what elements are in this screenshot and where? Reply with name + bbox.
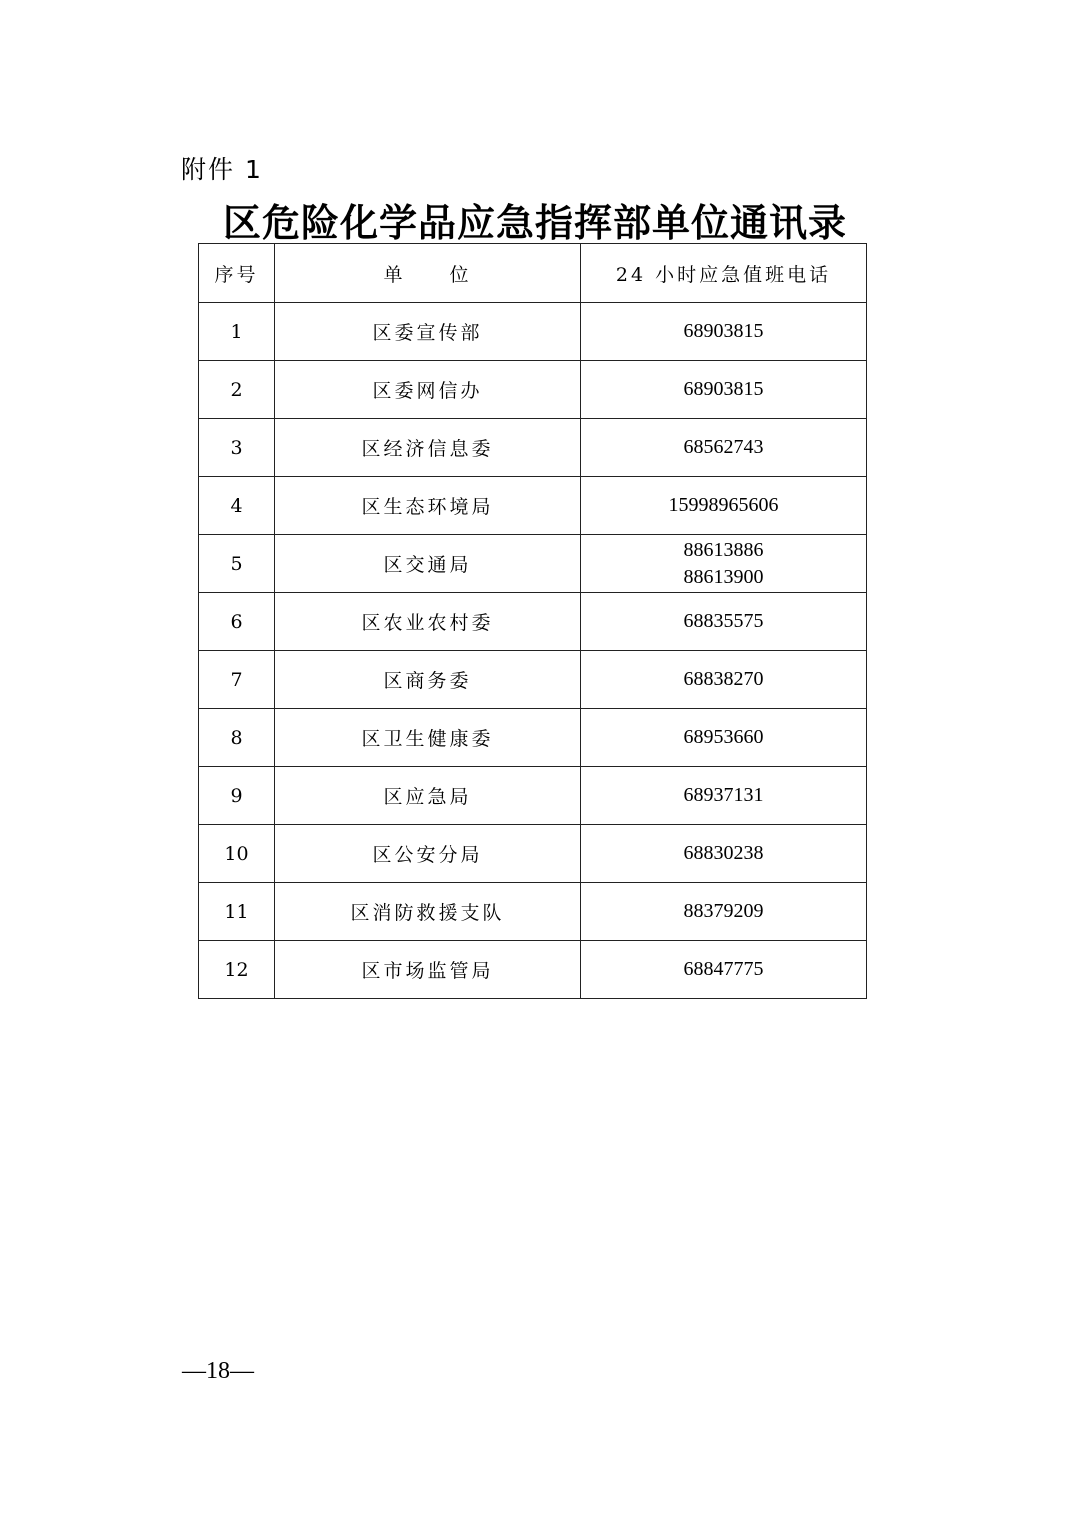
page-title: 区危险化学品应急指挥部单位通讯录 [222,201,847,245]
phone-number: 68835575 [683,610,764,632]
unit-name: 区公安分局 [275,825,581,883]
phone-cell [581,825,867,883]
row-number: 10 [199,825,275,883]
table-row [199,941,867,999]
phone-number: 68937131 [683,784,764,806]
header-number: 序号 [199,244,275,303]
table-row [199,651,867,709]
phone-number: 68830238 [683,842,764,864]
row-number: 1 [199,303,275,361]
unit-name: 区卫生健康委 [275,709,581,767]
unit-name: 区生态环境局 [275,477,581,535]
unit-name: 区经济信息委 [275,419,581,477]
phone-cell [581,419,867,477]
phone-number: 68903815 [683,320,764,342]
phone-cell [581,303,867,361]
unit-name: 区市场监管局 [275,941,581,999]
phone-cell [581,535,867,593]
phone-number: 68847775 [683,958,764,980]
phone-number: 88379209 [683,900,764,922]
row-number: 9 [199,767,275,825]
table-header-row [199,244,867,303]
row-number: 12 [199,941,275,999]
phone-cell [581,361,867,419]
row-number: 7 [199,651,275,709]
row-number: 11 [199,883,275,941]
unit-name: 区委网信办 [275,361,581,419]
unit-name: 区交通局 [275,535,581,593]
row-number: 6 [199,593,275,651]
phone-number: 15998965606 [668,494,779,516]
row-number: 5 [199,535,275,593]
contact-directory-table [198,243,867,999]
table-row [199,593,867,651]
table-row [199,361,867,419]
header-phone: 24 小时应急值班电话 [581,244,867,303]
phone-number: 88613900 [683,565,764,588]
phone-number: 68838270 [683,668,764,690]
table-row [199,419,867,477]
phone-cell [581,941,867,999]
table-body [199,303,867,999]
unit-name: 区农业农村委 [275,593,581,651]
table-row [199,709,867,767]
phone-cell [581,709,867,767]
row-number: 3 [199,419,275,477]
unit-name: 区委宣传部 [275,303,581,361]
phone-number: 68562743 [683,436,764,458]
row-number: 2 [199,361,275,419]
table-row [199,883,867,941]
page-number: —18— [182,1358,254,1384]
unit-name: 区消防救援支队 [275,883,581,941]
phone-cell [581,883,867,941]
unit-name: 区商务委 [275,651,581,709]
table-row [199,825,867,883]
unit-name: 区应急局 [275,767,581,825]
header-unit: 单 位 [275,244,581,303]
table-row [199,767,867,825]
phone-cell [581,651,867,709]
row-number: 8 [199,709,275,767]
phone-number: 68903815 [683,378,764,400]
phone-number: 88613886 [683,538,764,561]
table-row [199,303,867,361]
phone-number: 68953660 [683,726,764,748]
table-row [199,477,867,535]
row-number: 4 [199,477,275,535]
table-row [199,535,867,593]
phone-cell [581,767,867,825]
phone-cell [581,593,867,651]
phone-cell [581,477,867,535]
attachment-label: 附件 1 [181,155,263,184]
